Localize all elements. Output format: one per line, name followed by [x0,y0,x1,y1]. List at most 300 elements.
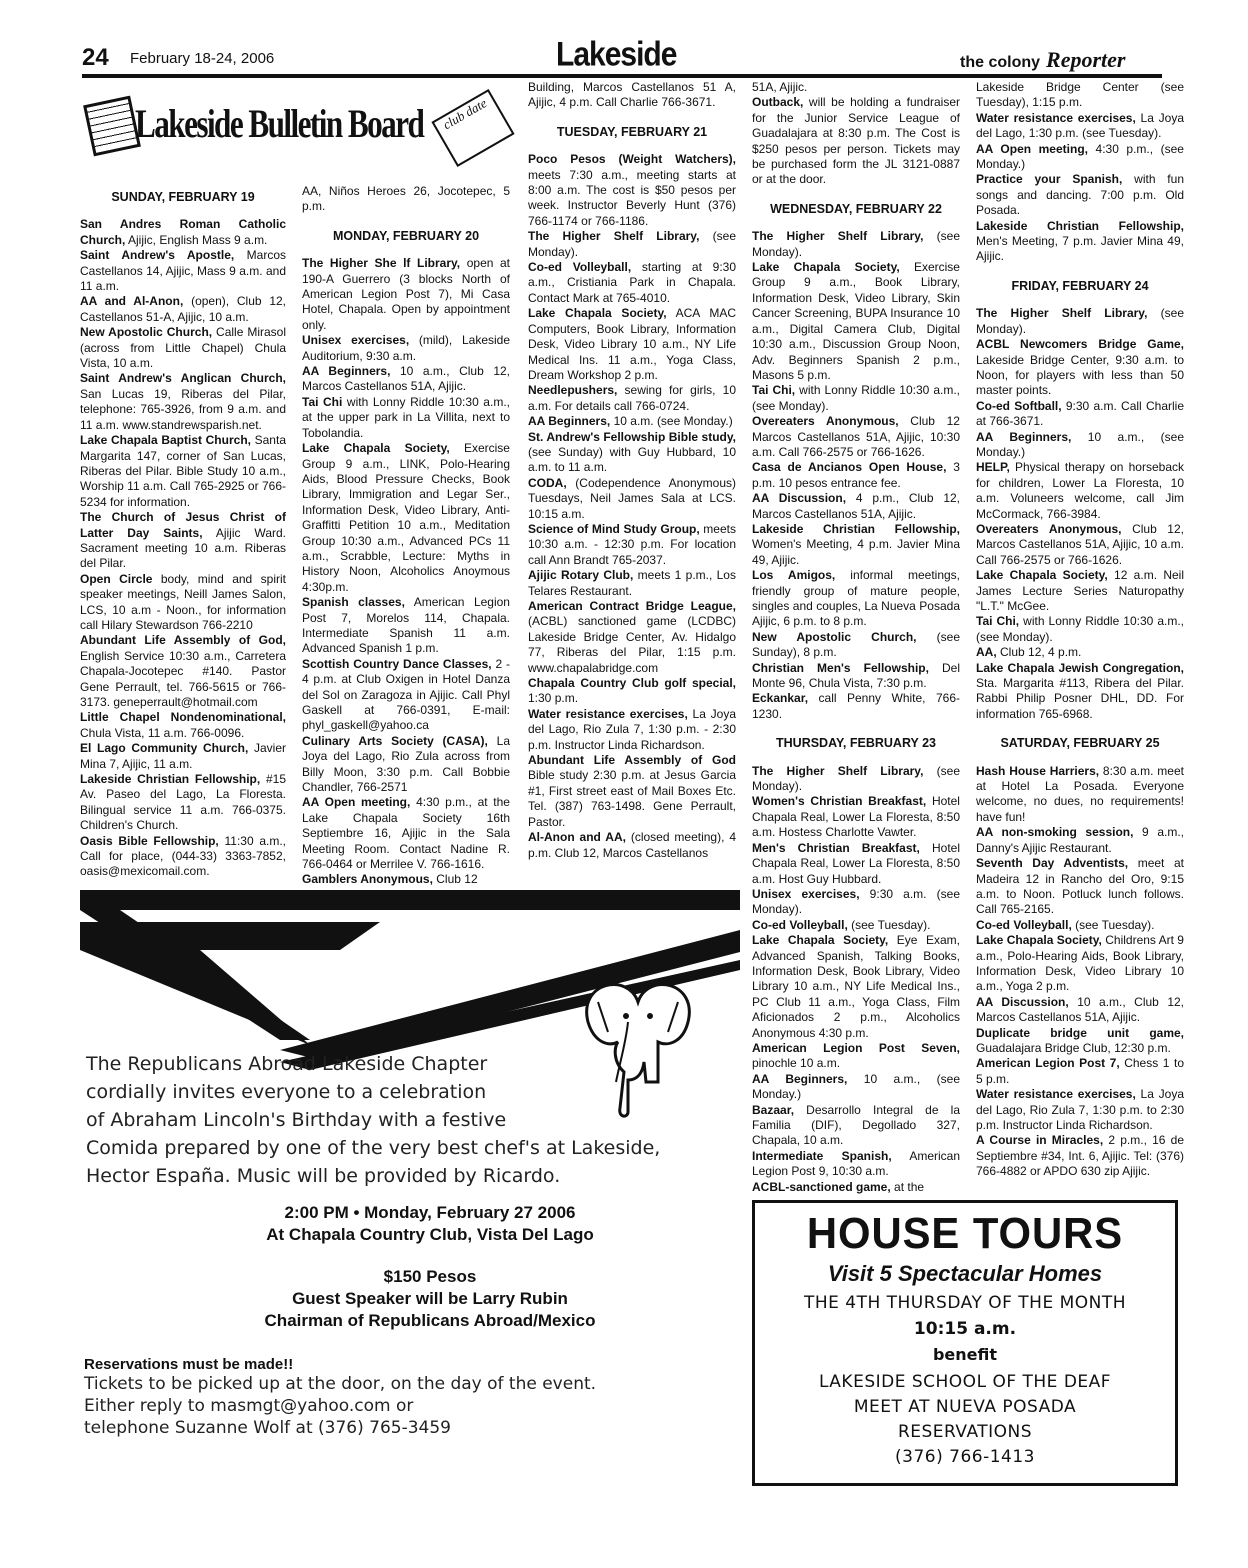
listing-details: 9 a.m., Danny's Ajijic Restaurant. [976,825,1185,855]
entry-list [752,764,960,1195]
listing-details: (see Monday). [752,763,960,794]
listing-name: AA Beginners, [752,1071,848,1086]
listing-details: ACA MAC Computers, Book Library, Information Desk, Video Library 10 a.m., NY Life Medical Ins. 11 a.m., Yoga Class, Dream Workshop 2 p.m. [528,306,736,382]
listing-name: Abundant Life Assembly of God [528,753,736,768]
listing-entry [976,764,1184,826]
listing-name: Men's Christian Breakfast, [752,840,920,855]
listing-details: (Codependence Anonymous) Tuesdays, Neil James Sala at LCS. 10:15 a.m. [528,475,736,521]
text-line: cordially invites everyone to a celebration [86,1081,487,1103]
listing-details: Guadalajara Bridge Club, 12:30 p.m. [976,1040,1171,1055]
listing-details: #15 Av. Paseo del Lago, La Floresta. Bilingual service 11 a.m. 766-0375. Children's Church. [80,772,286,833]
listing-details: open at 190-A Guerrero (3 blocks North of American Legion Post 7), Mi Casa Hotel, Chapala. Open by appointment only. [302,256,511,332]
listing-entry [528,599,736,676]
listing-entry [752,229,960,260]
listing-details: 4:30 p.m., (see Monday.) [976,141,1184,172]
column-sunday [80,184,286,880]
listing-name: Co-ed Volleyball, [528,260,632,275]
listing-details: Bible study 2:30 p.m. at Jesus Garcia #1, First street east of Mail Boxes Etc. Tel. (387) 763-1498. Gene Perrault, Pastor. [528,768,736,829]
listing-name: El Lago Community Church, [80,741,249,756]
listing-name: Lakeside Christian Fellowship, [80,772,261,787]
listing-entry [80,741,286,772]
day-heading: TUESDAY, FEBRUARY 21 [556,124,708,139]
listing-details: (see Tuesday). [1071,917,1155,932]
listing-details: (mild), Lakeside Auditorium, 9:30 a.m. [302,333,510,363]
listing-entry [80,325,286,371]
text-line: The Republicans Abroad Lakeside Chapter [86,1053,488,1075]
entry-list [80,217,286,879]
listing-entry [752,260,960,383]
reservations-heading: Reservations must be made!! [84,1356,294,1373]
masthead-logo [960,47,1125,73]
listing-name: AA Open meeting, [302,795,411,810]
listing-entry [976,825,1184,856]
listing-name: Women's Christian Breakfast, [752,794,927,809]
listing-details: (see Monday). [976,306,1184,336]
listing-entry [976,933,1184,995]
listing-entry [976,645,1184,660]
listing-details: body, mind and spirit speaker meetings, Neill James Salon, LCS, 10 a.m - Noon., for information call Hilary Stewardson 766-2210 [80,571,286,632]
listing-name: CODA, [528,475,567,490]
listing-name: HELP, [976,460,1010,475]
listing-entry [752,661,960,692]
listing-entry [976,337,1184,399]
listing-details: American Legion Post 9, 10:30 a.m. [752,1148,960,1179]
listing-entry [752,1041,960,1072]
listing-entry [976,568,1184,614]
listing-name: Spanish classes, [302,595,405,610]
day-heading: SUNDAY, FEBRUARY 19 [111,190,255,204]
listing-name: ACBL Newcomers Bridge Game, [976,337,1184,352]
listing-entry [752,764,960,795]
entry-list [976,306,1184,722]
listing-entry [80,294,286,325]
event-speaker-title: Chairman of Republicans Abroad/Mexico [264,1311,596,1330]
listing-entry [752,918,960,933]
listing-details: La Joya del Lago, Rio Zula across from Billy Moon, 3:30 p.m. Call Bobbie Chandler, 766-2571 [302,733,511,795]
logo-prefix: the colony [960,54,1041,71]
listing-details: English Service 10:30 a.m., Carretera Chapala-Jocotepec #140. Pastor Gene Perrault, tel. 766-5615 or 766-3173. geneperrault@hotmail.com [80,648,286,709]
listing-name: AA, [976,645,997,660]
listing-details: sewing for girls, 10 a.m. For details call 766-0724. [528,383,736,413]
listing-name: The Higher Shelf Library, [752,229,924,244]
listing-details: 12 a.m. Neil James Lecture Series Naturopathy "L.T." McGee. [976,568,1184,613]
listing-details: 2 - 4 p.m. at Club Oxigen in Hotel Danza del Sol on Zaragoza in Ajijic. Call Phyl Gaskell at 766-0391, E-mail: phyl_gaskell@yahoo.ca [302,656,511,733]
listing-name: Little Chapel Nondenominational, [80,710,286,725]
listing-details: 10 a.m. (see Monday.) [610,414,733,429]
listing-details: (see Sunday) with Guy Hubbard, 10 a.m. to 11 a.m. [528,444,736,475]
listing-details: Calle Mirasol (across from Little Chapel) Chula Vista, 10 a.m. [80,325,286,371]
listing-name: American Legion Post Seven, [752,1040,960,1055]
listing-name: Poco Pesos (Weight Watchers), [528,152,736,167]
listing-name: New Apostolic Church, [80,325,213,340]
listing-name: Overeaters Anonymous, [976,521,1122,536]
listing-name: St. Andrew's Fellowship Bible study, [528,429,736,444]
listing-name: A Course in Miracles, [976,1133,1104,1148]
listing-entry [752,841,960,887]
listing-details: Women's Meeting, 4 p.m. Javier Mina 49, Ajijic. [752,537,960,567]
house-tours-subtitle: Visit 5 Spectacular Homes [827,1261,1103,1286]
listing-name: American Legion Post 7, [976,1056,1120,1071]
text-line: MEET AT NUEVA POSADA [853,1397,1077,1417]
listing-name: ACBL-sanctioned game, [752,1179,891,1194]
listing-details: Childrens Art 9 a.m., Polo-Hearing Aids, Book Library, Information Desk, Video Library 10 a.m., Yoga 2 p.m. [976,933,1184,994]
listing-entry [752,491,960,522]
listing-entry [976,1026,1184,1057]
listing-details: Eye Exam, Advanced Spanish, Talking Books, Information Desk, Book Library, Video Library 10 a.m., NY Life Medical Ins., PC Club 11 a.m., Yoga Class, Film Aficionados 2 p.m., Alcoholics Anonymous 4:30 p.m. [752,933,960,1040]
listing-entry [302,795,510,872]
listing-details: 9:30 a.m. Call Charlie at 766-3671. [976,398,1184,429]
listing-entry [752,80,960,95]
listing-details: starting at 9:30 a.m., Cristiania Park in Chapala. Contact Mark at 765-4010. [528,260,737,305]
republicans-abroad-ad [80,890,740,1475]
house-tours-benefit: benefit [932,1345,998,1364]
listing-details: La Joya del Lago, Rio Zula 7, 1:30 p.m. - 2:30 p.m. Instructor Linda Richardson. [528,706,736,752]
listing-name: San Andres Roman Catholic Church, [80,217,286,247]
listing-entry [302,256,510,333]
listing-entry [752,568,960,630]
listing-details: 11:30 a.m., Call for place, (044-33) 3363-7852, oasis@mexicomail.com. [80,833,286,879]
listing-entry [976,1133,1184,1179]
day-heading: MONDAY, FEBRUARY 20 [332,228,480,243]
bulletin-title: Lakeside Bulletin Board [135,101,424,146]
listing-details: (see Monday). [528,229,736,259]
listing-name: Lake Chapala Society, [752,933,889,948]
listing-details: 10 a.m., (see Monday.) [976,429,1184,459]
listing-entry [528,383,736,414]
listing-details: 10 a.m., Club 12, Marcos Castellanos 51A, Ajijic. [302,364,510,394]
listing-details: (open), Club 12, Castellanos 51-A, Ajijic, 10 a.m. [80,294,287,324]
text-line: Tickets to be picked up at the door, on the day of the event. [84,1374,597,1394]
listing-name: Bazaar, [752,1102,795,1117]
listing-name: Culinary Arts Society (CASA), [302,733,488,748]
listing-details: pinochle 10 a.m. [752,1056,841,1071]
listing-entry [80,433,286,510]
listing-details: Desarrollo Integral de la Familia (DIF), Degollado 327, Chapala, 10 a.m. [752,1102,960,1148]
listing-details: Ajijic Ward. Sacrament meeting 10 a.m. Riberas del Pilar. [80,525,286,571]
listing-details: Ajijic, English Mass 9 a.m. [125,232,268,247]
listing-entry [752,1149,960,1180]
listing-entry [80,572,286,634]
listing-details: with Lonny Riddle 10:30 a.m., (see Monday). [752,383,960,413]
listing-entry [302,364,510,395]
listing-name: AA Beginners, [528,414,611,429]
listing-entry [302,657,510,734]
listing-details: (see Sunday), 8 p.m. [752,629,960,660]
listing-entry [528,753,736,830]
listing-details: Club 12, 4 p.m. [996,645,1082,660]
listing-name: The Higher She lf Library, [302,256,461,271]
listing-details: Javier Mina 7, Ajijic, 11 a.m. [80,741,286,771]
listing-name: Abundant Life Assembly of God, [80,633,286,648]
listing-name: Al-Anon and AA, [528,830,626,845]
listing-name: Open Circle [80,571,153,586]
listing-entry [752,933,960,1041]
listing-name: The Higher Shelf Library, [752,763,924,778]
listing-details: San Lucas 19, Riberas del Pilar, telephone: 765-3926, from 9 a.m. and 11 a.m. www.standrewsparish.net. [80,386,286,432]
event-price: $150 Pesos [383,1267,477,1286]
tag-text: club date [440,95,490,133]
listing-name: Gamblers Anonymous, [302,872,433,887]
listing-entry [528,229,736,260]
listing-name: AA Discussion, [752,491,847,506]
listing-name: Tai Chi, [752,383,796,398]
listing-name: Chapala Country Club golf special, [528,676,736,691]
listing-entry [752,383,960,414]
column-wednesday-thursday [752,80,960,1195]
listing-name: Lake Chapala Society, [528,306,667,321]
listing-details: (see Monday). [752,229,960,259]
ad-invitation-text [86,1050,676,1190]
listing-entry [80,371,286,433]
house-tours-title: HOUSE TOURS [806,1209,1124,1258]
listing-entry [528,152,736,229]
listing-entry [976,460,1184,522]
listing-name: Practice your Spanish, [976,172,1123,187]
listing-details: meets 10:30 a.m. - 12:30 p.m. For location call Ann Brandt 765-2037. [528,521,736,567]
listing-name: Lake Chapala Society, [976,933,1102,948]
ad-event-details [160,1202,700,1332]
listing-details: Physical therapy on horseback for children, Lower La Floresta, 10 a.m. Voluneers welcome, call Jim McCormack, 766-3984. [976,460,1184,521]
listing-entry [302,395,510,441]
listing-entry [976,856,1184,918]
listing-entry [80,217,286,248]
listing-entry [976,918,1184,933]
lead-text: AA, Niños Heroes 26, Jocotepec, 5 p.m. [302,184,510,214]
listing-name: Duplicate bridge unit game, [976,1025,1184,1040]
listing-name: Unisex exercises, [302,333,410,348]
listing-entry [752,95,960,187]
listing-details: 10 a.m., (see Monday.) [752,1071,960,1102]
listing-name: Los Amigos, [752,568,836,583]
listing-name: Needlepushers, [528,383,618,398]
listing-name: Lake Chapala Baptist Church, [80,433,251,448]
day-heading: THURSDAY, FEBRUARY 23 [776,736,936,751]
listing-entry [80,633,286,710]
listing-entry [976,522,1184,568]
reservation-lines [84,1373,704,1439]
listing-details: American Legion Post 7, Morelos 114, Chapala. Intermediate Spanish 11 a.m. Advanced Spanish 1 p.m. [302,595,510,656]
listing-entry [752,630,960,661]
listing-details: meets 7:30 a.m., meeting starts at 8:00 a.m. The cost is $50 pesos per week. Instructor Beverly Hunt (376) 766-1174 or 766-1186. [528,167,736,228]
listing-name: Oasis Bible Fellowship, [80,833,219,848]
listing-details: 1:30 p.m. [528,691,579,706]
text-line: Either reply to masmgt@yahoo.com or [84,1396,414,1416]
event-speaker: Guest Speaker will be Larry Rubin [292,1289,568,1308]
listing-name: Water resistance exercises, [528,706,688,721]
listing-entry [976,219,1184,265]
listing-name: Intermediate Spanish, [752,1148,892,1163]
listing-name: New Apostolic Church, [752,629,917,644]
listing-entry [80,834,286,880]
listing-entry [80,710,286,741]
ad-reservations [84,1356,704,1439]
listing-details: Men's Meeting, 7 p.m. Javier Mina 49, Ajijic. [976,234,1184,264]
listing-details: Chula Vista, 11 a.m. 766-0096. [80,725,245,740]
day-heading: FRIDAY, FEBRUARY 24 [1011,278,1149,293]
house-tours-when: THE 4TH THURSDAY OF THE MONTH [803,1293,1127,1313]
listing-name: Ajijic Rotary Club, [528,568,634,583]
listing-name: Lake Chapala Society, [302,441,450,456]
listing-entry [302,441,510,595]
listing-name: Scottish Country Dance Classes, [302,656,492,671]
house-tours-lines [755,1370,1175,1470]
listing-details: 9:30 a.m. (see Monday). [752,886,960,917]
listing-entry [752,1103,960,1149]
listing-name: Christian Men's Fellowship, [752,660,929,675]
listing-name: Co-ed Softball, [976,398,1062,413]
listing-name: AA and Al-Anon, [80,294,184,309]
listing-details: Hotel Chapala Real, Lower La Floresta, 8:50 a.m. Hostess Charlotte Vawter. [752,794,960,840]
listing-name: Saint Andrew's Anglican Church, [80,371,286,386]
listing-name: Water resistance exercises, [976,1087,1136,1102]
listing-name: AA Beginners, [302,364,391,379]
listing-details: will be holding a fundraiser for the Junior Service League of Guadalajara at 8:30 p.m. The Cost is $250 pesos per person. Tickets may be purchased form the JL 3121-0887 or at the door. [752,95,960,187]
listing-entry [976,111,1184,142]
entry-list [976,80,1184,265]
listing-name: Lake Chapala Society, [752,260,900,275]
listing-details: (closed meeting), 4 p.m. Club 12, Marcos Castellanos [528,830,736,860]
listing-entry [752,414,960,460]
listing-entry [752,691,960,722]
listing-name: Lakeside Christian Fellowship, [752,521,960,536]
listing-entry [528,568,736,599]
listing-details: Club 12, Marcos Castellanos 51A, Ajijic, 10 a.m. Call 766-2575 or 766-1626. [976,521,1184,567]
listing-name: The Higher Shelf Library, [528,229,700,244]
listing-name: Casa de Ancianos Open House, [752,460,947,475]
bulletin-board-icon [83,96,141,157]
lead-text: Building, Marcos Castellanos 51 A, Ajijic, 4 p.m. Call Charlie 766-3671. [528,80,736,110]
listing-entry [528,707,736,753]
listing-details: call Penny White, 766-1230. [752,691,960,721]
section-title: Lakeside [556,35,677,74]
listing-details: Club 12 [432,872,478,887]
listing-name: Unisex exercises, [752,886,860,901]
listing-name: Co-ed Volleyball, [976,917,1072,932]
header-rule [82,74,1162,78]
listing-name: The Higher Shelf Library, [976,306,1148,321]
listing-entry [528,830,736,861]
text-line: (376) 766-1413 [895,1447,1035,1467]
text-line: RESERVATIONS [897,1422,1033,1442]
listing-details: with fun songs and dancing. 7:00 p.m. Old Posada. [976,172,1184,218]
listing-name: Lakeside Christian Fellowship, [976,218,1184,233]
listing-details: Lakeside Bridge Center, 9:30 a.m. to Noon, for players with less than 50 master points. [976,352,1184,398]
listing-entry [528,414,736,429]
listing-details: 4:30 p.m., at the Lake Chapala Society 16th Septiembre 16, Ajijic in the Sala Meeting Room. Contact Nadine R. 766-0464 or Merrilee V. 766-1616. [302,795,510,872]
listing-details: informal meetings, friendly group of mature people, singles and couples, La Nueva Posada Ajijic, 6 p.m. to 8 p.m. [752,568,960,629]
listing-name: Tai Chi, [976,614,1020,629]
listing-name: Tai Chi [302,394,343,409]
listing-entry [752,887,960,918]
listing-details: Exercise Group 9 a.m., LINK, Polo-Hearing Aids, Blood Pressure Checks, Book Library, Immigration and Legar Ser., Information Desk, Video Library, Anti-Graffitti Petition 10 a.m., Meditation Group 10:30 a.m., Advanced PCs 11 a.m., Scrabble, Lecture: Myths in History Noon, Alcoholics Anoymous 4:30p.m. [302,441,510,594]
listing-details: (ACBL) sanctioned game (LCDBC) Lakeside Bridge Center, Av. Hidalgo 77, Riberas del Pilar, 1:15 p.m. www.chapalabridge.com [528,614,736,675]
listing-name: AA Discussion, [976,994,1069,1009]
listing-details: Lakeside Bridge Center (see Tuesday), 1:15 p.m. [976,80,1184,110]
listing-name: American Contract Bridge League, [528,599,736,613]
column-friday-saturday [976,80,1184,1180]
listing-entry [528,306,736,383]
day-heading: WEDNESDAY, FEBRUARY 22 [770,201,942,216]
listing-details: with Lonny Riddle 10:30 a.m., (see Monday). [976,614,1184,644]
listing-entry [976,80,1184,111]
listing-entry [80,772,286,834]
listing-details: at the [890,1179,925,1194]
event-time: 2:00 PM • Monday, February 27 2006 [284,1203,576,1222]
listing-details: La Joya del Lago, 1:30 p.m. (see Tuesday). [976,110,1184,141]
listing-details: Exercise Group 9 a.m., Book Library, Information Desk, Video Library, Skin Cancer Screening, BUPA Insurance 10 a.m., Digital Camera Club, Digital 10:30 a.m., Discussion Group Noon, Adv. Beginners Spanish 2 p.m., Masons 5 p.m. [752,260,960,382]
listing-entry [976,661,1184,723]
listing-name: Science of Mind Study Group, [528,521,700,536]
club-date-tag [431,89,514,167]
column-monday [302,184,510,888]
house-tours-time: 10:15 a.m. [913,1319,1017,1339]
issue-date: February 18-24, 2006 [130,50,275,67]
listing-details: Del Monte 96, Chula Vista, 7:30 p.m. [752,660,960,691]
listing-entry [976,430,1184,461]
listing-name: Lake Chapala Society, [976,568,1108,583]
entry-list [302,256,510,888]
listing-entry [528,260,736,306]
listing-name: Water resistance exercises, [976,110,1136,125]
listing-entry [302,734,510,796]
listing-details: La Joya del Lago, Rio Zula 7, 1:30 p.m. to 2:30 p.m. Instructor Linda Richardson. [976,1087,1184,1132]
listing-details: meets 1 p.m., Los Telares Restaurant. [528,568,736,598]
listing-entry [80,510,286,572]
listing-details: Chess 1 to 5 p.m. [976,1056,1184,1086]
listing-entry [528,476,736,522]
entry-list [976,764,1184,1180]
text-line: Comida prepared by one of the very best chef's at Lakeside, [86,1137,661,1159]
listing-details: 51A, Ajijic. [752,80,808,94]
listing-details: Marcos Castellanos 14, Ajijic, Mass 9 a.m. and 11 a.m. [80,248,286,294]
text-line: telephone Suzanne Wolf at (376) 765-3459 [84,1418,452,1438]
listing-name: Saint Andrew's Apostle, [80,248,235,263]
logo-name: Reporter [1046,47,1126,72]
entry-list [752,80,960,188]
listing-entry [528,676,736,707]
listing-entry [976,995,1184,1026]
listing-entry [976,1056,1184,1087]
listing-entry [976,172,1184,218]
event-place: At Chapala Country Club, Vista Del Lago [266,1225,594,1244]
listing-entry [528,522,736,568]
listing-name: Hash House Harriers, [976,763,1100,778]
listing-entry [302,595,510,657]
listing-entry [976,399,1184,430]
listing-name: Co-ed Volleyball, [752,917,848,932]
listing-entry [752,1180,960,1195]
listing-entry [976,142,1184,173]
listing-details: Sta. Margarita #113, Ribera del Pilar. Rabbi Philip Posner DHL, DD. For information 765-6968. [976,676,1184,721]
text-line: of Abraham Lincoln's Birthday with a festive [86,1109,507,1131]
listing-entry [752,1072,960,1103]
listing-entry [752,794,960,840]
text-line: Hector España. Music will be provided by Ricardo. [86,1165,561,1187]
listing-details: 3 p.m. 10 pesos entrance fee. [752,460,960,490]
listing-name: Lake Chapala Jewish Congregation, [976,660,1184,675]
listing-name: Eckankar, [752,691,809,706]
listing-entry [528,430,736,476]
listing-name: AA non-smoking session, [976,825,1134,840]
listing-details: Club 12 Marcos Castellanos 51A, Ajijic, 10:30 a.m. Call 766-2575 or 766-1626. [752,414,960,459]
listing-name: AA Beginners, [976,429,1072,444]
listing-details: meet at Madeira 12 in Rancho del Oro, 9:15 a.m. to Noon. Potluck lunch follows. Call 765-2165. [976,856,1184,917]
listing-details: 4 p.m., Club 12, Marcos Castellanos 51A, Ajijic. [752,491,961,521]
listing-entry [80,248,286,294]
listing-entry [976,1087,1184,1133]
listing-name: Seventh Day Adventists, [976,856,1129,871]
listing-entry [302,872,510,887]
